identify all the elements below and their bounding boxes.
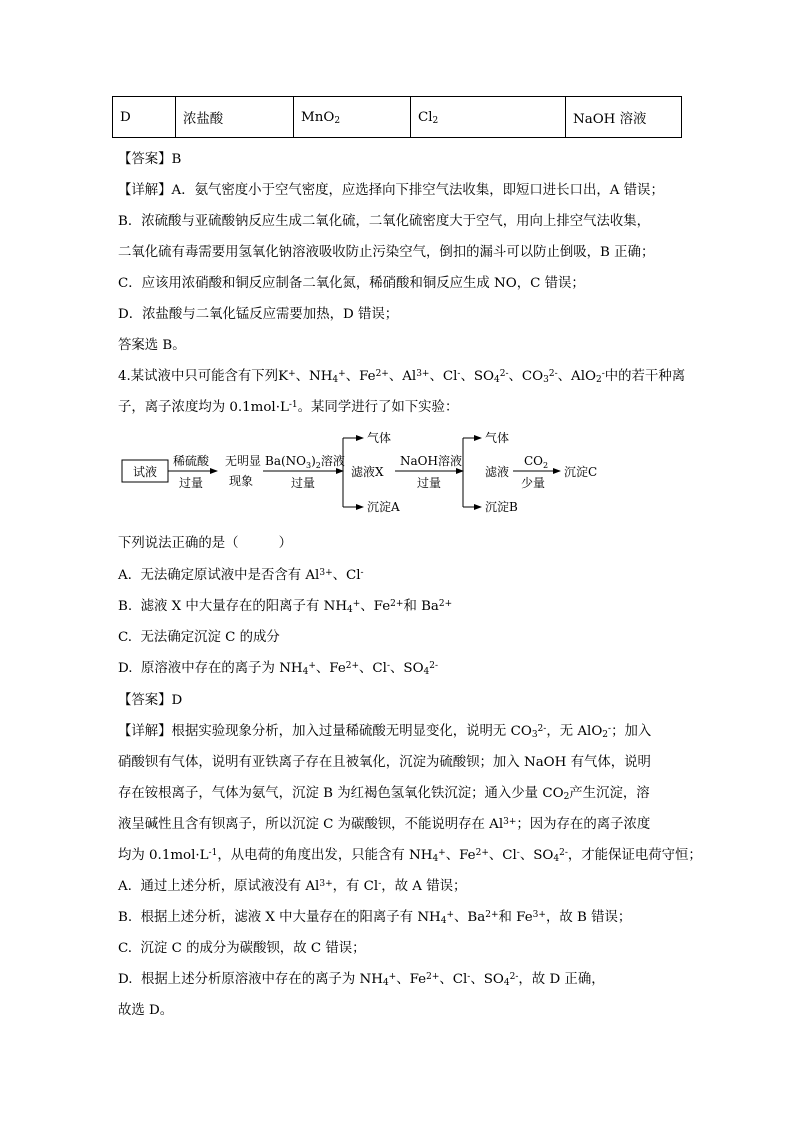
q3-analysis-line: D．浓盐酸与二氧化锰反应需要加热，D 错误； [118,307,399,322]
table-cell: $Cl_2$ [411,97,566,138]
flow-node: 滤液X [351,465,384,479]
q4-analysis-line: 【详解】根据实验现象分析，加入过量稀硫酸无明显变化，说明无 $CO_3^{2-}$，无 AlO$_2$-；加入 [118,724,652,740]
q3-analysis-line: 二氧化硫有毒需要用氢氧化钠溶液吸收防止污染空气，倒扣的漏斗可以防止倒吸，B 正确； [118,245,655,260]
flow-node: 气体 [367,431,392,445]
q3-analysis-line: 答案选 B。 [118,338,186,353]
q4-analysis-line: A. 通过上述分析，原试液没有 $Al^{3+}$，有 Cl-，故 A 错误； [118,879,467,894]
q4-stem-line: 4.某试液中只可能含有下列K+、$NH_4^+$、$Fe^{2+}$、$Al^{3+}$、Cl-、$SO_4^{2-}$、$CO_3^{2-}$、AlO$_2$-中的若干种离 [118,369,686,385]
q3-analysis-line: B．浓硫酸与亚硫酸钠反应生成二氧化硫，二氧化硫密度大于空气，用向上排空气法收集， [118,214,651,229]
q3-analysis-line: 【详解】A．氨气密度小于空气密度，应选择向下排空气法收集，即短口进长口出，A 错误； [118,183,664,198]
flow-label: 过量 [417,476,442,490]
options-table [112,96,682,138]
table-cell: D [113,97,176,138]
q4-analysis-line: C. 沉淀 C 的成分为碳酸钡，故 C 错误； [118,941,366,956]
flow-node: 沉淀A [367,500,400,514]
option-d: D. 原溶液中存在的离子为 $NH_4^+$、$Fe^{2+}$、Cl-、$SO_4^{2-}$ [118,661,439,677]
flow-node: 无明显 [225,454,262,468]
q4-stem-line: 子，离子浓度均为 $0.1mol\cdot L^{-1}$。某同学进行了如下实验： [118,400,459,415]
table-cell: MnO$_2$ [294,97,411,138]
flow-start: 试液 [133,465,158,479]
flow-label: 稀硫酸 [173,454,210,468]
table-row [113,97,682,138]
q4-analysis-line: D. 根据上述分析原溶液中存在的离子为 $NH_4^+$、$Fe^{2+}$、Cl-、$SO_4^{2-}$，故 D 正确， [118,972,605,988]
q4-answer: 【答案】D [118,693,183,708]
flow-node: 滤液 [485,465,510,479]
flow-node: 沉淀C [564,465,598,479]
flow-label: NaOH溶液 [400,454,462,468]
q4-analysis-line: 硝酸钡有气体，说明有亚铁离子存在且被氧化，沉淀为硫酸钡；加入 NaOH 有气体，说明 [118,755,651,770]
option-b: B. 滤液 X 中大量存在的阳离子有 $NH_4^+$、$Fe^{2+}$和 $Ba^{2+}$ [118,599,453,615]
q3-answer: 【答案】B [118,152,182,167]
q4-analysis-line: B. 根据上述分析，滤液 X 中大量存在的阳离子有 $NH_4^+$、$Ba^{2+}$和 $Fe^{3+}$，故 B 错误； [118,910,632,926]
option-c: C. 无法确定沉淀 C 的成分 [118,630,280,645]
flow-label: 过量 [179,476,204,490]
flow-label: $CO_2$ [524,454,549,470]
q4-conclusion: 故选 D。 [118,1003,174,1018]
table-cell: 浓盐酸 [176,97,294,138]
experiment-flowchart [115,425,675,520]
flow-label: 过量 [291,476,316,490]
q4-analysis-line: 液呈碱性且含有钡离子，所以沉淀 C 为碳酸钡，不能说明存在 $Al^{3+}$；因为存在的离子浓度 [118,817,651,832]
q4-analysis-line: 均为 $0.1mol\cdot L^{-1}$，从电荷的角度出发，只能含有 $NH_4^+$、$Fe^{2+}$、Cl-、$SO_4^{2-}$，才能保证电荷守恒； [118,848,702,864]
flow-node: 沉淀B [485,500,518,514]
flow-node: 现象 [229,474,254,488]
flow-node: 气体 [485,431,510,445]
option-a: A. 无法确定原试液中是否含有 $Al^{3+}$、Cl- [118,568,364,583]
q3-analysis-line: C．应该用浓硝酸和铜反应制备二氧化氮，稀硝酸和铜反应生成 NO，C 错误； [118,276,585,291]
q4-analysis-line: 存在铵根离子，气体为氨气，沉淀 B 为红褐色氢氧化铁沉淀；通入少量 $CO_2$产生沉淀，溶 [118,786,650,802]
q4-question: 下列说法正确的是（ ） [118,536,293,551]
table-cell: NaOH 溶液 [566,97,682,138]
flow-label: 少量 [521,476,546,490]
flow-label: $Ba(NO_3)_2$溶液 [265,454,345,470]
